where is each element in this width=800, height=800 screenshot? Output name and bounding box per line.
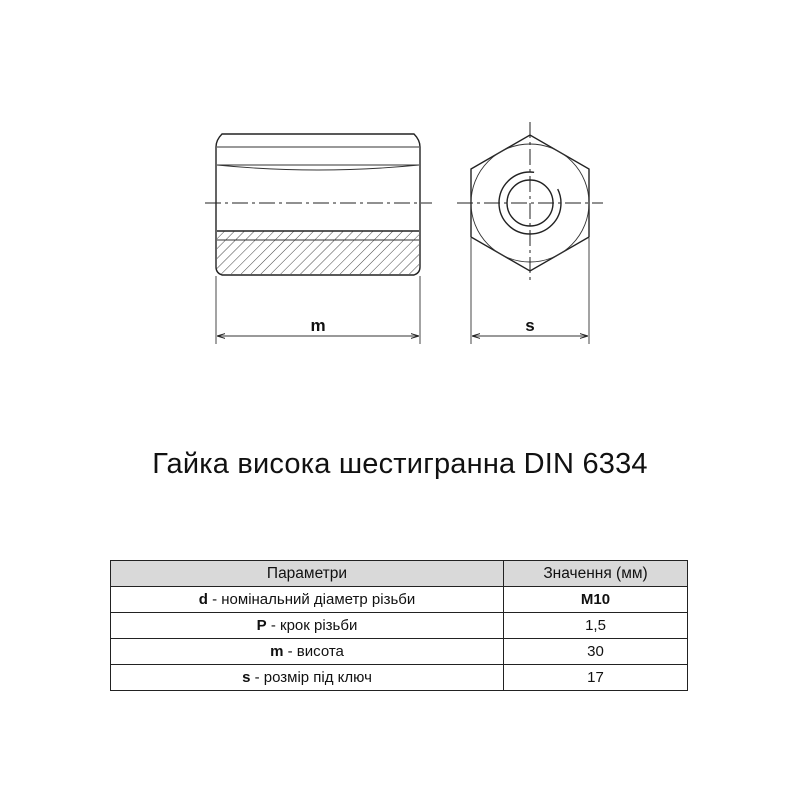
nut-side-view [205, 134, 432, 275]
param-description: - номінальний діаметр різьби [207, 591, 416, 608]
param-symbol: s [242, 669, 251, 686]
param-symbol: d [198, 591, 208, 608]
dimension-m [216, 276, 420, 344]
value-cell: 30 [504, 639, 688, 665]
param-description: - крок різьби [266, 617, 358, 634]
dimension-m-label: m [310, 316, 326, 335]
param-cell [111, 587, 504, 613]
header-values: Значення (мм) [504, 561, 688, 587]
header-parameters: Параметри [111, 561, 504, 587]
value-cell: M10 [504, 587, 688, 613]
param-description: - висота [283, 643, 344, 660]
param-description: - розмір під ключ [250, 669, 372, 686]
nut-thread-section-hatch [217, 231, 419, 274]
param-symbol: m [270, 643, 284, 660]
param-symbol: P [256, 617, 267, 634]
table-row [111, 665, 688, 691]
table-row [111, 639, 688, 665]
dimension-s [471, 238, 589, 344]
table-row [111, 587, 688, 613]
param-cell [111, 665, 504, 691]
dimension-s-label: s [525, 316, 535, 335]
table-row [111, 613, 688, 639]
value-cell: 1,5 [504, 613, 688, 639]
param-cell [111, 639, 504, 665]
parameters-table [110, 560, 688, 691]
param-cell [111, 613, 504, 639]
nut-side-face-arc [217, 165, 419, 170]
value-cell: 17 [504, 665, 688, 691]
product-title: Гайка висока шестигранна DIN 6334 [152, 448, 648, 480]
table-header-row [111, 561, 688, 587]
nut-end-view [457, 122, 603, 284]
